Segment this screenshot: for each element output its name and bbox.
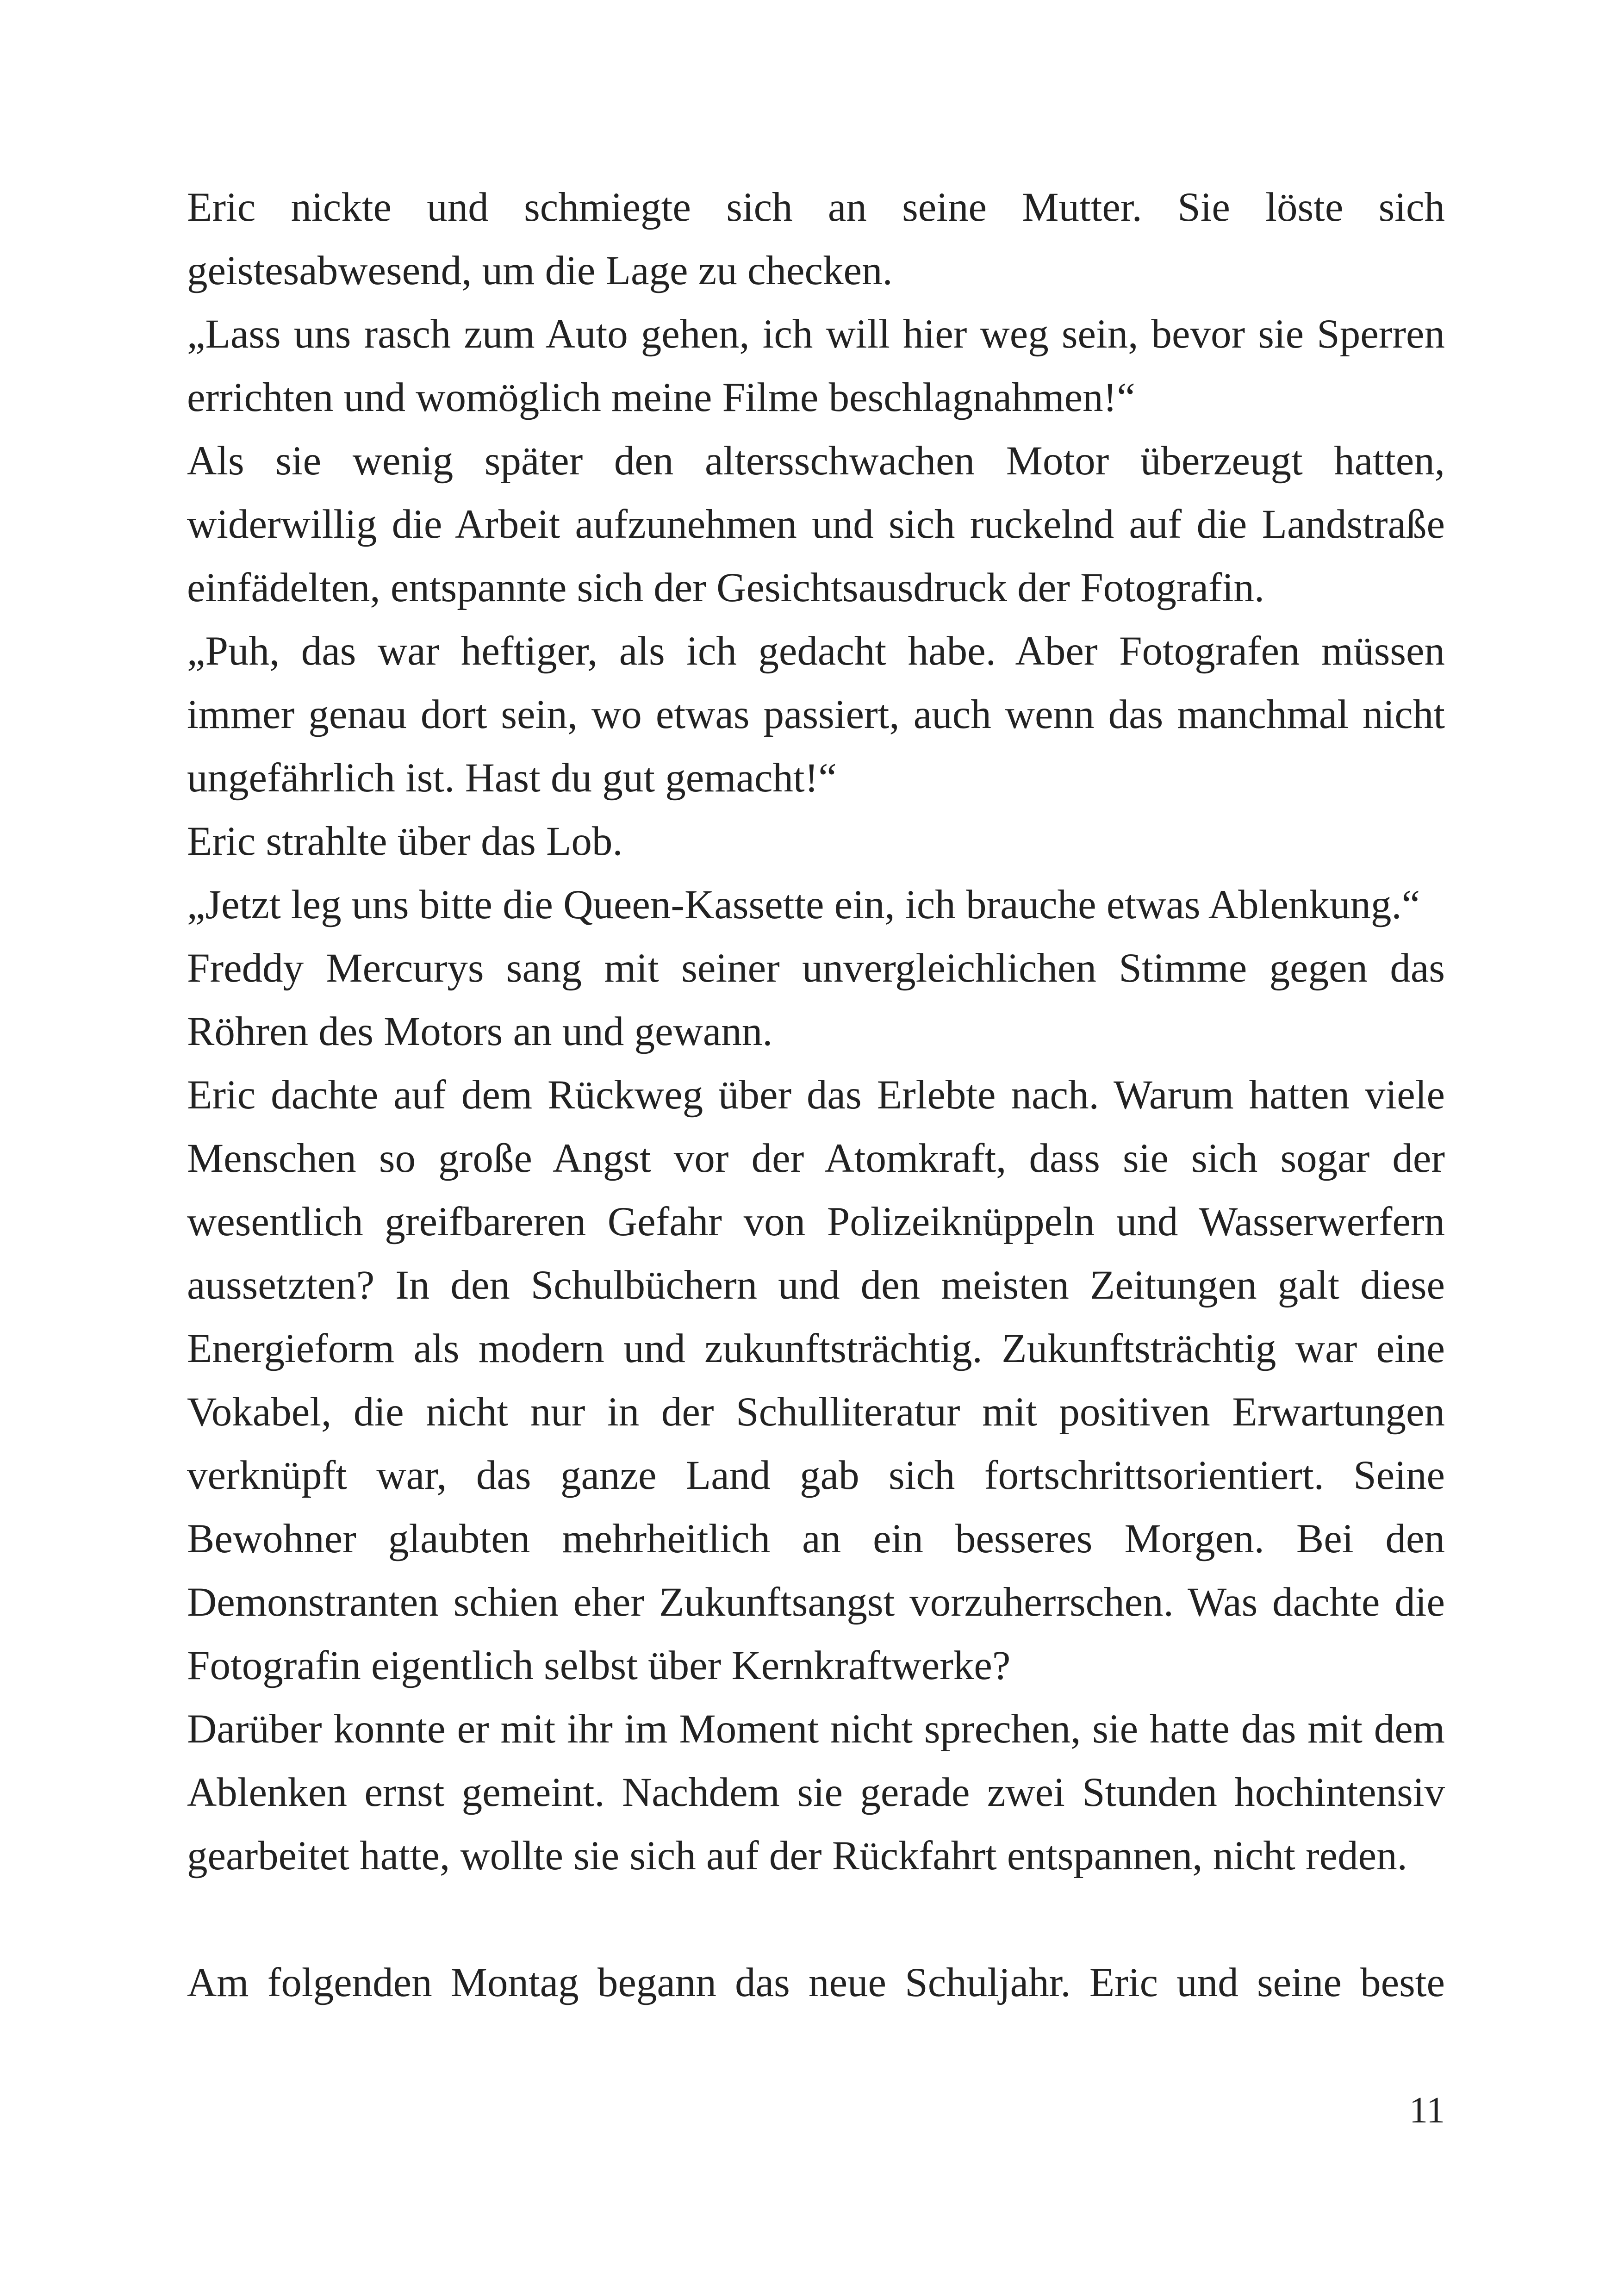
paragraph-2: „Lass uns rasch zum Auto gehen, ich will hier weg sein, bevor sie Sperren errichten und womöglich meine Filme beschlagnahmen!“ xyxy=(187,311,1445,420)
paragraph-10: Am folgenden Montag begann das neue Schuljahr. Eric und seine beste xyxy=(187,1960,1445,2005)
section-break xyxy=(187,1888,1445,1951)
paragraph-6: „Jetzt leg uns bitte die Queen-Kassette ein, ich brauche etwas Ablenkung.“ xyxy=(187,882,1420,927)
page-body xyxy=(187,176,1445,2015)
paragraph-8: Eric dachte auf dem Rückweg über das Erlebte nach. Warum hatten viele Menschen so große Angst vor der Atomkraft, dass sie sich sogar der wesentlich greifbareren Gefahr von Polizeiknüppeln und Wasserwerfern aussetzten? In den Schulbüchern und den meisten Zeitungen galt diese Energieform als modern und zukunftsträchtig. Zukunftsträchtig war eine Vokabel, die nicht nur in der Schulliteratur mit positiven Erwartungen verknüpft war, das ganze Land gab sich fortschrittsorientiert. Seine Bewohner glaubten mehrheitlich an ein besseres Morgen. Bei den Demonstranten schien eher Zukunftsangst vorzuherrschen. Was dachte die Fotografin eigentlich selbst über Kernkraftwerke? xyxy=(187,1072,1445,1688)
paragraph-3: Als sie wenig später den altersschwachen Motor überzeugt hatten, widerwillig die Arbeit aufzunehmen und sich ruckelnd auf die Landstraße einfädelten, entspannte sich der Gesichtsausdruck der Fotografin. xyxy=(187,438,1445,610)
page-number: 11 xyxy=(1409,2090,1445,2131)
paragraph-5: Eric strahlte über das Lob. xyxy=(187,819,623,864)
paragraph-9: Darüber konnte er mit ihr im Moment nicht sprechen, sie hatte das mit dem Ablenken ernst gemeint. Nachdem sie gerade zwei Stunden hochintensiv gearbeitet hatte, wollte sie sich auf der Rückfahrt entspannen, nicht reden. xyxy=(187,1706,1445,1879)
paragraph-1: Eric nickte und schmiegte sich an seine Mutter. Sie löste sich geistesabwesend, um die Lage zu checken. xyxy=(187,185,1445,293)
paragraph-7: Freddy Mercurys sang mit seiner unvergleichlichen Stimme gegen das Röhren des Motors an und gewann. xyxy=(187,946,1445,1054)
paragraph-4: „Puh, das war heftiger, als ich gedacht habe. Aber Fotografen müssen immer genau dort sein, wo etwas passiert, auch wenn das manchmal nicht ungefährlich ist. Hast du gut gemacht!“ xyxy=(187,628,1445,801)
